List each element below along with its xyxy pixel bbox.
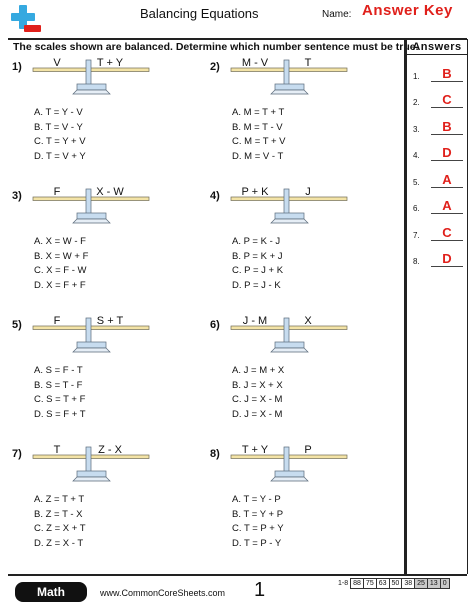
problem-number: 8) (210, 448, 220, 460)
answer-number: 5. (413, 178, 420, 187)
option-c: C. M = T + V (232, 136, 286, 147)
option-b: B. X = W + F (34, 250, 89, 262)
scale-right-label: X (304, 315, 312, 327)
option-b: B. P = K + J (232, 250, 283, 262)
option-a: A. T = Y - V (34, 107, 83, 118)
instructions-text: The scales shown are balanced. Determine which number sentence must be true. (13, 41, 419, 53)
options-list (34, 235, 88, 293)
problem-8 (210, 444, 390, 564)
problem-number: 2) (210, 61, 220, 73)
option-d: D. P = J - K (232, 279, 281, 291)
answer-item (413, 169, 465, 189)
answer-item (413, 89, 465, 109)
scale-right-label: Z - X (98, 444, 122, 456)
problem-number: 1) (12, 61, 22, 73)
option-d: D. X = F + F (34, 279, 86, 291)
header-divider (8, 38, 467, 40)
problem-number: 3) (12, 190, 22, 202)
option-a: A. T = Y - P (232, 494, 281, 505)
options-list (232, 106, 286, 164)
answer-number: 3. (413, 125, 420, 134)
option-c: C. Z = X + T (34, 523, 86, 534)
answer-number: 2. (413, 98, 420, 107)
score-range: 1-8 (338, 580, 349, 587)
answer-item (413, 63, 465, 83)
option-c: C. X = F - W (34, 265, 87, 276)
option-c: C. S = T + F (34, 394, 86, 405)
option-a: A. P = K - J (232, 236, 281, 247)
options-list (34, 364, 86, 422)
problem-4 (210, 186, 390, 306)
option-d: D. S = F + T (34, 408, 86, 420)
answer-number: 6. (413, 204, 420, 213)
scale-left-label: V (53, 57, 61, 69)
scale-left-label: F (53, 315, 61, 327)
name-label: Name: (322, 9, 352, 20)
answer-value: C (431, 92, 463, 108)
answer-item (413, 142, 465, 162)
score-cell: 13 (427, 579, 440, 589)
score-cell: 50 (389, 579, 402, 589)
option-b: B. T = Y + P (232, 508, 284, 520)
scale-left-label: T + Y (241, 444, 269, 456)
score-cell: 88 (351, 579, 364, 589)
answer-item (413, 248, 465, 268)
score-cell: 25 (415, 579, 428, 589)
option-b: B. M = T - V (232, 121, 283, 133)
scale-right-label: P (304, 444, 312, 456)
option-c: C. J = X - M (232, 394, 283, 405)
page-number: 1 (254, 579, 266, 601)
scale-left-label: J - M (242, 315, 268, 327)
option-b: B. S = T - F (34, 379, 83, 391)
options-list (232, 493, 284, 551)
option-c: C. P = J + K (232, 265, 284, 276)
answers-panel (404, 39, 468, 574)
score-cell: 75 (363, 579, 376, 589)
answer-value: A (431, 172, 463, 188)
answer-value: D (431, 251, 463, 267)
scale-right-label: T + Y (96, 57, 124, 69)
option-a: A. J = M + X (232, 365, 285, 376)
option-d: D. M = V - T (232, 150, 284, 162)
answer-key-label: Answer Key (362, 2, 453, 19)
plus-minus-logo-icon (8, 3, 42, 37)
problem-7 (12, 444, 192, 564)
option-d: D. T = V + Y (34, 150, 86, 162)
scale-left-label: T (53, 444, 61, 456)
answer-item (413, 195, 465, 215)
answer-value: A (431, 198, 463, 214)
problem-number: 5) (12, 319, 22, 331)
scale-right-label: T (304, 57, 312, 69)
problem-number: 6) (210, 319, 220, 331)
answer-number: 4. (413, 151, 420, 160)
option-b: B. J = X + X (232, 379, 283, 391)
problem-5 (12, 315, 192, 435)
problem-number: 4) (210, 190, 220, 202)
scale-left-label: P + K (241, 186, 269, 198)
answer-value: D (431, 145, 463, 161)
score-cell: 63 (376, 579, 389, 589)
answer-value: C (431, 225, 463, 241)
option-d: D. Z = X - T (34, 537, 84, 549)
option-a: A. Z = T + T (34, 494, 85, 505)
options-list (232, 235, 283, 293)
answer-item (413, 116, 465, 136)
problem-2 (210, 57, 390, 177)
answer-number: 1. (413, 72, 420, 81)
problem-1 (12, 57, 192, 177)
score-cell: 38 (402, 579, 415, 589)
option-a: A. X = W - F (34, 236, 86, 247)
subject-badge: Math (15, 582, 87, 602)
problem-6 (210, 315, 390, 435)
problem-3 (12, 186, 192, 306)
scale-right-label: X - W (96, 186, 124, 198)
answer-value: B (431, 66, 463, 82)
answers-heading: Answers (407, 39, 467, 55)
option-d: D. J = X - M (232, 408, 283, 420)
worksheet-title: Balancing Equations (140, 6, 259, 21)
score-table (336, 578, 450, 589)
option-b: B. T = V - Y (34, 121, 83, 133)
site-url: www.CommonCoreSheets.com (100, 588, 226, 598)
scale-left-label: F (53, 186, 61, 198)
options-list (34, 106, 86, 164)
score-cell: 0 (440, 579, 449, 589)
scale-right-label: J (305, 186, 311, 198)
answer-item (413, 222, 465, 242)
answer-number: 7. (413, 231, 420, 240)
options-list (34, 493, 86, 551)
option-d: D. T = P - Y (232, 537, 282, 549)
option-a: A. M = T + T (232, 107, 285, 118)
answer-number: 8. (413, 257, 420, 266)
option-c: C. T = P + Y (232, 523, 284, 534)
options-list (232, 364, 284, 422)
scale-right-label: S + T (96, 315, 124, 327)
footer-divider (8, 574, 467, 576)
option-b: B. Z = T - X (34, 508, 83, 520)
option-c: C. T = Y + V (34, 136, 86, 147)
problem-number: 7) (12, 448, 22, 460)
option-a: A. S = F - T (34, 365, 83, 376)
answer-value: B (431, 119, 463, 135)
scale-left-label: M - V (241, 57, 269, 69)
